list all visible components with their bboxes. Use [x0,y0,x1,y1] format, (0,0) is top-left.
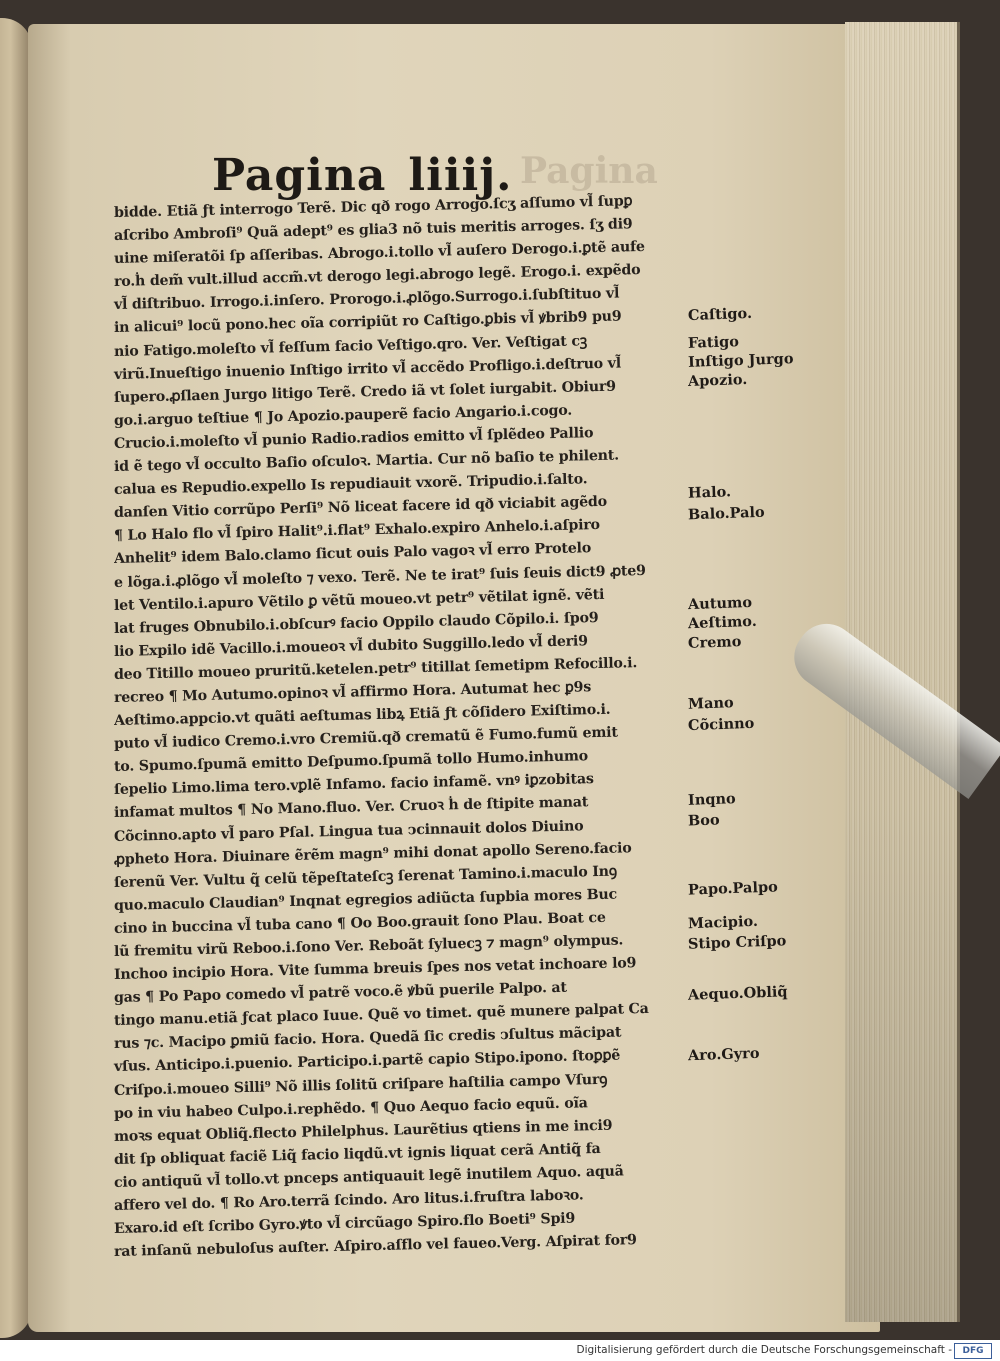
text-line: Criſpo.i.moueo Silli⁹ Nõ illis ſolitũ criſpare haſtilia campo Vſurꝯ [113,1071,608,1099]
margin-note: Balo.Palo [687,503,765,524]
text-line: in alicui⁹ locũ pono.hec oĩa corripiũt ro Caſtigo.ꝑbis vl̃ ꝟbrib9 pu9 [113,308,622,337]
margin-note: Macipio. [687,912,759,933]
margin-note: Mano [687,694,734,713]
text-line: uine miſeratõi ſp aſſeribas. Abrogo.i.tollo vl̃ auſero Derogo.i.ꝑtẽ aufe [113,239,645,268]
text-line: lũ fremitu virũ Reboo.i.ſono Ver. Reboãt ſyluecꝫ ⁊ magn⁹ olympus. [113,932,624,960]
text-line: bidde. Etiã ƒt interrogo Terẽ. Dic qð rogo Arrogo.ſcʒ aſſumo vl̃ ſupꝑ [113,193,633,221]
text-line: affero vel do. ¶ Ro Aro.terrã ſcindo. Aro litus.i.fruſtra laboꝛo. [113,1187,584,1215]
margin-note: Halo. [687,483,732,502]
dfg-logo: DFG [954,1343,992,1359]
text-line: ¶ Lo Halo flo vl̃ ſpiro Halit⁹.i.flat⁹ Exhalo.expiro Anhelo.i.aſpiro [113,517,601,545]
text-line: nio Fatigo.moleſto vl̃ feſſum facio Veſtigo.qro. Ver. Veſtigat cꝫ [113,332,588,360]
text-line: Aeſtimo.appcio.vt quãti aeſtumas libꝝ Etiã ƒt cõſidero Exiſtimo.i. [113,701,611,730]
text-line: Inchoo incipio Hora. Vite ſumma breuis ſpes nos vetat inchoare lo9 [113,955,637,984]
margin-note: Cõcinno [687,714,755,735]
margin-note: Autumo [687,593,753,614]
text-line: lat fruges Obnubilo.i.obſcurꝰ facio Oppilo claudo Cõpilo.i. ſpo9 [113,609,599,637]
text-line: quo.maculo Claudian⁹ Inqnat egregios adiũcta ſupbia mores Buc [113,886,618,914]
text-line: vl̃ diſtribuo. Irrogo.i.inſero. Prorogo.i.ꝓlõgo.Surrogo.i.ſubſtituo vl̃ [113,285,620,314]
text-line: vſus. Anticipo.i.puenio. Participo.i.partẽ capio Stipo.ipono. ſtoꝑꝑẽ [113,1047,621,1076]
text-line: gas ¶ Po Papo comedo vl̃ patrẽ voco.ẽ ꝟbũ puerile Palpo. at [113,979,567,1007]
margin-note: Fatigo [687,333,740,352]
text-line: let Ventilo.i.apuro Vẽtilo ꝑ vẽtũ moueo.vt petr⁹ vẽtilat ignẽ. vẽti [113,586,605,614]
margin-note: Aro.Gyro [687,1044,760,1065]
margin-note: Stipo Criſpo [687,932,787,953]
text-line: ſepelio Limo.lima tero.vꝑlẽ Infamo. facio infamẽ. vnꝰ iꝑzobitas [113,771,594,799]
footer-bar [0,1340,1000,1361]
text-line: moꝛs equat Obliq̃.flecto Philelphus. Laurẽtius qtiens in me inci9 [113,1117,613,1145]
text-line: cino in buccina vl̃ tuba cano ¶ Oo Boo.grauit ſono Plau. Boat ce [113,909,606,937]
text-line: cio antiquũ vl̃ tollo.vt pnceps antiquauit legẽ inutilem Aquo. aquã [113,1163,624,1191]
text-line: puto vl̃ iudico Cremo.i.vro Cremiũ.qð crematũ ẽ Fumo.fumũ emit [113,724,618,753]
text-line: rat inſanũ nebuloſus auſter. Aſpiro.aſflo vel faueo.Verg. Aſpirat for9 [113,1232,637,1261]
folio-number: liiij. [408,150,513,201]
text-line: id ẽ tego vl̃ occulto Baſio oſculoꝛ. Martia. Cur nõ baſio te philent. [113,447,620,476]
funding-credit: Digitalisierung gefördert durch die Deutsche Forschungsgemeinschaft - [576,1344,952,1356]
margin-note: Cremo [687,633,742,652]
text-line: ſerenũ Ver. Vultu q̃ celũ tẽpeſtateſcꝫ ſerenat Tamino.i.maculo Inꝯ [113,863,618,891]
text-line: Cõcinno.apto vl̃ paro Pſal. Lingua tua ↄcinnauit dolos Diuino [113,817,584,845]
text-line: po in viu habeo Culpo.i.rephẽdo. ¶ Quo Aequo facio equũ. oĩa [113,1094,588,1122]
text-line: Crucio.i.moleſto vl̃ punio Radio.radios emitto vl̃ ſplẽdeo Pallio [113,425,594,452]
heading-word: Pagina [212,150,387,201]
text-line: to. Spumo.ſpumã emitto Deſpumo.ſpumã tollo Humo.inhumo [113,748,589,776]
text-line: ꝓpheto Hora. Diuinare ẽrẽm magn⁹ mihi donat apollo Sereno.facio [113,839,632,868]
margin-note: Inqno [687,790,736,809]
text-line: deo Titillo moueo pruritũ.ketelen.petr⁹ titillat ſemetipm Refocillo.i. [113,655,638,683]
text-line: infamat multos ¶ No Mano.fluo. Ver. Cruoꝛ ḣ de ſtipite manat [113,794,589,822]
text-line: rus ⁊c. Macipo ꝑmiũ facio. Hora. Quedã ſic credis ↄſultus mãcipat [113,1024,622,1053]
bleed-through-text: Pagina [520,150,658,192]
text-line: recreo ¶ Mo Autumo.opinoꝛ vl̃ affirmo Hora. Autumat hec ꝑ9s [113,679,592,706]
margin-note: Aequo.Obliq̃ [687,983,788,1004]
margin-note: Apozio. [687,370,748,391]
text-line: calua es Repudio.expello Is repudiauit vxorẽ. Tripudio.i.ſalto. [113,471,588,499]
margin-note: Caſtigo. [687,304,753,325]
text-line: Anhelit⁹ idem Balo.clamo ſicut ouis Palo vagoꝛ vl̃ erro Protelo [113,540,592,568]
text-line: Exaro.id eſt ſcribo Gyro.ꝟto vl̃ circũago Spiro.flo Boeti⁹ Spi9 [113,1210,576,1238]
main-text-block [113,193,694,1264]
text-line: aſcribo Ambroſi⁹ Quã adept⁹ es glia3 nõ tuis meritis arroges. ſʒ di9 [113,216,633,245]
text-line: virũ.Inueſtigo inuenio Inſtigo irrito vl̃ accẽdo Profligo.i.deſtruo vl̃ [113,355,622,383]
text-line: e lõga.i.ꝓlõgo vl̃ moleſto ⁊ vexo. Terẽ. Ne te irat⁹ ſuis ſeuis dict9 ꝓte9 [113,562,646,591]
text-line: ro.ḣ dem̃ vult.illud accm̃.vt derogo legi.abrogo legẽ. Erogo.i. expẽdo [113,262,641,291]
margin-note: Aeſtimo. [687,612,758,633]
text-line: tingo manu.etiã ƒcat placo Iuue. Quẽ vo timet. quẽ munere palpat Ca [113,1001,649,1030]
text-line: ſupero.ꝓſlaen Jurgo litigo Terẽ. Credo iã vt ſolet iurgabit. Obiur9 [113,378,617,406]
margin-note: Inſtigo Jurgo [687,350,794,371]
text-line: danſen Vitio corrũpo Perſi⁹ Nõ liceat facere id qð viciabit agẽdo [113,494,608,522]
text-line: lio Expilo idẽ Vacillo.i.moueoꝛ vl̃ dubito Suggillo.ledo vl̃ deri9 [113,633,589,660]
margin-note: Papo.Palpo [687,878,779,899]
margin-note: Boo [687,811,720,830]
text-line: dit ſp obliquat faciẽ Liq̃ facio liqdũ.vt ignis liquat cerã Antiq̃ fa [113,1140,601,1168]
text-line: go.i.arguo teſtiue ¶ Jo Apozio.pauperẽ facio Angario.i.cogo. [113,402,573,429]
